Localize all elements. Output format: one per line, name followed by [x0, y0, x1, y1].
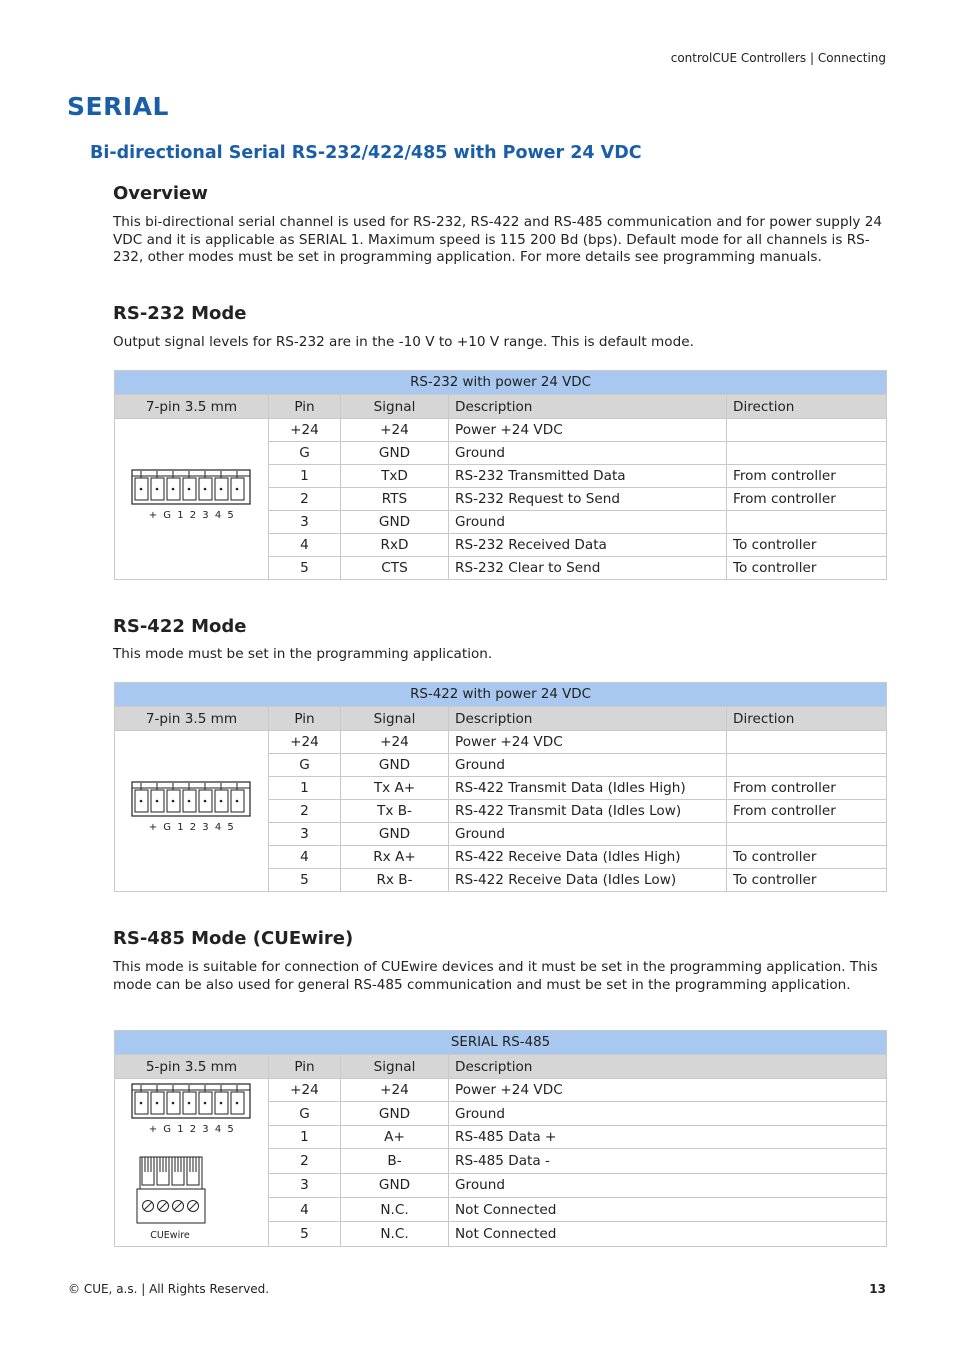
- table-row: [115, 731, 887, 754]
- cell-signal: RxD: [341, 534, 449, 557]
- cell-description: Power +24 VDC: [449, 1079, 887, 1102]
- cell-signal: B-: [341, 1149, 449, 1173]
- rs422-table-title: RS-422 with power 24 VDC: [115, 683, 887, 707]
- col-header-connector: 7-pin 3.5 mm: [115, 707, 269, 731]
- cell-direction: [727, 419, 887, 442]
- cell-description: RS-232 Request to Send: [449, 488, 727, 511]
- col-header-description: Description: [449, 1055, 887, 1079]
- connector-pin-labels: + G 1 2 3 4 5: [148, 821, 235, 833]
- terminal-block-icon: [130, 780, 254, 836]
- footer-copyright: © CUE, a.s. | All Rights Reserved.: [68, 1282, 270, 1296]
- cell-direction: To controller: [727, 846, 887, 869]
- cell-direction: [727, 442, 887, 465]
- col-header-connector: 7-pin 3.5 mm: [115, 395, 269, 419]
- cell-direction: [727, 823, 887, 846]
- cell-pin: 1: [269, 1125, 341, 1148]
- cell-signal: GND: [341, 754, 449, 777]
- rs232-table-title: RS-232 with power 24 VDC: [115, 371, 887, 395]
- running-header: controlCUE Controllers | Connecting: [670, 51, 886, 65]
- cell-signal: +24: [341, 1079, 449, 1102]
- cell-signal: N.C.: [341, 1198, 449, 1222]
- rs232-text: Output signal levels for RS-232 are in the -10 V to +10 V range. This is default mode.: [113, 334, 694, 350]
- cell-signal: N.C.: [341, 1222, 449, 1247]
- cell-pin: 2: [269, 488, 341, 511]
- cell-direction: To controller: [727, 869, 887, 892]
- cell-signal: Rx B-: [341, 869, 449, 892]
- col-header-pin: Pin: [269, 395, 341, 419]
- rs422-heading: RS-422 Mode: [113, 616, 247, 637]
- cell-pin: 3: [269, 823, 341, 846]
- page-number: 13: [869, 1282, 886, 1296]
- cell-pin: 5: [269, 1222, 341, 1247]
- cuewire-plug-icon: [137, 1157, 205, 1223]
- rs232-table: [114, 370, 887, 580]
- col-header-description: Description: [449, 395, 727, 419]
- cell-description: RS-485 Data +: [449, 1125, 887, 1148]
- col-header-direction: Direction: [727, 395, 887, 419]
- cell-pin: G: [269, 1102, 341, 1125]
- overview-heading: Overview: [113, 183, 208, 204]
- cell-pin: 5: [269, 557, 341, 580]
- cell-direction: To controller: [727, 557, 887, 580]
- cell-signal: GND: [341, 511, 449, 534]
- cuewire-label: CUEwire: [149, 1230, 190, 1241]
- cell-signal: GND: [341, 442, 449, 465]
- cell-signal: A+: [341, 1125, 449, 1148]
- connector-pin-labels: + G 1 2 3 4 5: [148, 509, 235, 521]
- cell-description: RS-232 Transmitted Data: [449, 465, 727, 488]
- cell-signal: GND: [341, 1102, 449, 1125]
- cell-description: RS-422 Transmit Data (Idles Low): [449, 800, 727, 823]
- cell-description: RS-422 Receive Data (Idles High): [449, 846, 727, 869]
- col-header-connector: 5-pin 3.5 mm: [115, 1055, 269, 1079]
- cell-pin: G: [269, 442, 341, 465]
- cell-signal: RTS: [341, 488, 449, 511]
- connector-5pin-diagram: [115, 1079, 269, 1247]
- col-header-pin: Pin: [269, 707, 341, 731]
- cell-description: RS-232 Clear to Send: [449, 557, 727, 580]
- cell-pin: 5: [269, 869, 341, 892]
- cell-signal: Tx A+: [341, 777, 449, 800]
- rs485-heading: RS-485 Mode (CUEwire): [113, 928, 354, 949]
- section-title: SERIAL: [67, 92, 169, 121]
- cell-pin: 2: [269, 800, 341, 823]
- cell-pin: 3: [269, 511, 341, 534]
- connector-7pin-diagram: [115, 731, 269, 892]
- rs422-table: [114, 682, 887, 892]
- cell-signal: GND: [341, 1173, 449, 1197]
- table-row: [115, 419, 887, 442]
- cell-pin: 4: [269, 846, 341, 869]
- cell-description: Ground: [449, 754, 727, 777]
- rs485-text: This mode is suitable for connection of CUEwire devices and it must be set in the programming application. This mode can be also used for general RS-485 communication and must be set in the programming application.: [113, 959, 878, 993]
- cell-description: Ground: [449, 1173, 887, 1197]
- terminal-block-icon: [130, 468, 254, 524]
- cell-description: RS-422 Transmit Data (Idles High): [449, 777, 727, 800]
- col-header-description: Description: [449, 707, 727, 731]
- col-header-signal: Signal: [341, 707, 449, 731]
- connector-7pin-diagram: [115, 419, 269, 580]
- cell-signal: Rx A+: [341, 846, 449, 869]
- cell-description: Ground: [449, 1102, 887, 1125]
- cell-description: RS-485 Data -: [449, 1149, 887, 1173]
- cell-direction: To controller: [727, 534, 887, 557]
- cell-signal: +24: [341, 731, 449, 754]
- cell-direction: From controller: [727, 777, 887, 800]
- cell-description: Power +24 VDC: [449, 731, 727, 754]
- cell-description: Ground: [449, 442, 727, 465]
- cell-direction: From controller: [727, 800, 887, 823]
- cell-pin: +24: [269, 1079, 341, 1102]
- cell-description: Not Connected: [449, 1222, 887, 1247]
- cell-description: Ground: [449, 511, 727, 534]
- cell-description: Not Connected: [449, 1198, 887, 1222]
- connector-pin-labels: + G 1 2 3 4 5: [148, 1124, 235, 1135]
- cell-pin: G: [269, 754, 341, 777]
- cell-signal: Tx B-: [341, 800, 449, 823]
- cell-signal: GND: [341, 823, 449, 846]
- subsection-title: Bi-directional Serial RS-232/422/485 with Power 24 VDC: [90, 143, 642, 163]
- cell-pin: 1: [269, 777, 341, 800]
- col-header-direction: Direction: [727, 707, 887, 731]
- rs232-heading: RS-232 Mode: [113, 303, 247, 324]
- cell-pin: 4: [269, 534, 341, 557]
- col-header-signal: Signal: [341, 395, 449, 419]
- cell-direction: [727, 754, 887, 777]
- cell-direction: [727, 731, 887, 754]
- rs485-table-title: SERIAL RS-485: [115, 1031, 887, 1055]
- table-row: [115, 1079, 887, 1102]
- cell-direction: From controller: [727, 465, 887, 488]
- overview-text: This bi-directional serial channel is used for RS-232, RS-422 and RS-485 communication and for power supply 24 VDC and it is applicable as SERIAL 1. Maximum speed is 115 200 Bd (bps). Default mode for all channels is RS-232, other modes must be set in programming application. For more details see programming manuals.: [113, 214, 883, 265]
- cell-direction: From controller: [727, 488, 887, 511]
- col-header-signal: Signal: [341, 1055, 449, 1079]
- cell-description: Power +24 VDC: [449, 419, 727, 442]
- cell-pin: +24: [269, 419, 341, 442]
- cell-description: Ground: [449, 823, 727, 846]
- cell-pin: 4: [269, 1198, 341, 1222]
- cell-pin: 2: [269, 1149, 341, 1173]
- rs485-table: [114, 1030, 887, 1247]
- cell-direction: [727, 511, 887, 534]
- cell-pin: +24: [269, 731, 341, 754]
- cell-pin: 3: [269, 1173, 341, 1197]
- cell-description: RS-232 Received Data: [449, 534, 727, 557]
- cell-signal: CTS: [341, 557, 449, 580]
- col-header-pin: Pin: [269, 1055, 341, 1079]
- terminal-block-icon: [130, 1082, 254, 1246]
- cell-description: RS-422 Receive Data (Idles Low): [449, 869, 727, 892]
- cell-signal: TxD: [341, 465, 449, 488]
- cell-signal: +24: [341, 419, 449, 442]
- cell-pin: 1: [269, 465, 341, 488]
- rs422-text: This mode must be set in the programming application.: [113, 646, 493, 662]
